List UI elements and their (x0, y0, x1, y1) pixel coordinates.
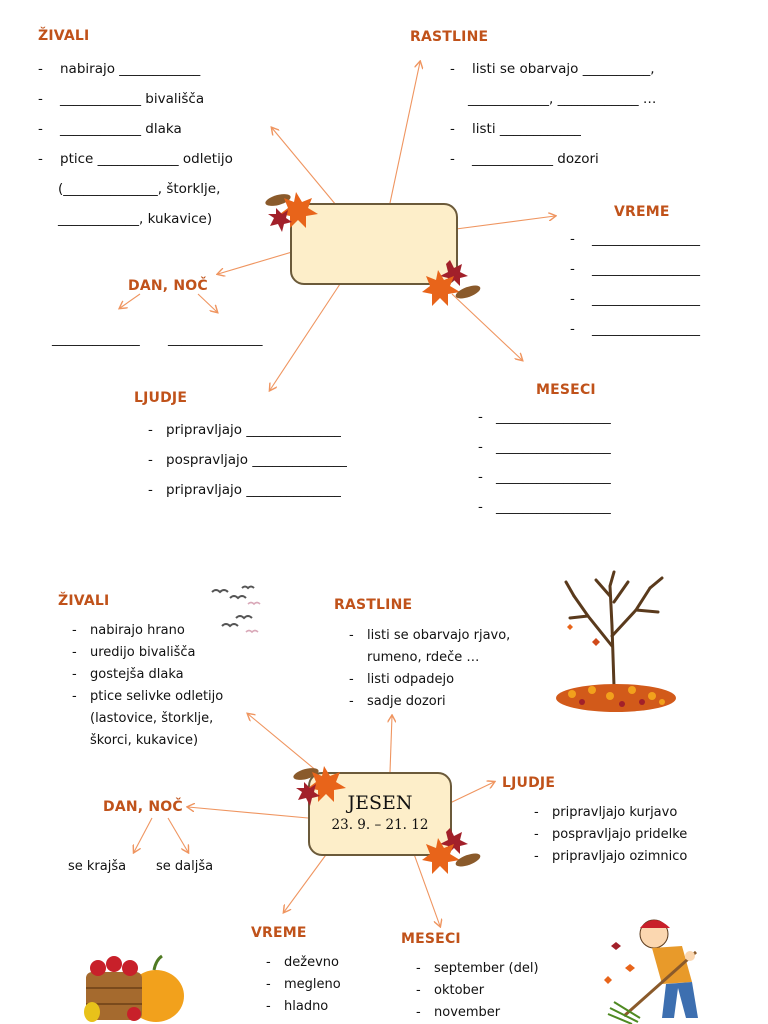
arrow-b-ljudje (450, 782, 494, 803)
top-zivali-heading: ŽIVALI (38, 28, 90, 44)
list-item-continuation: ____________, kukavice) (58, 211, 213, 227)
autumn-leaves-icon (290, 760, 350, 810)
list-item: - oktober (416, 983, 485, 998)
bottom-vreme-list (266, 952, 341, 1018)
list-item: - _________________ (478, 439, 611, 455)
bottom-meseci-list (416, 958, 539, 1024)
center-title: JESEN (347, 792, 413, 814)
list-item: - nabirajo ____________ (38, 61, 201, 77)
list-item: - ____________ bivališča (38, 91, 205, 107)
list-item-continuation: (lastovice, štorklje, (90, 711, 214, 726)
list-item: - ptice selivke odletijo (72, 689, 224, 704)
arrow-dan-left (120, 294, 140, 308)
list-item: - hladno (266, 999, 329, 1014)
birds-icon (208, 582, 264, 642)
autumn-tree-icon (552, 566, 682, 716)
top-meseci-list (478, 402, 611, 522)
top-vreme-heading: VREME (614, 204, 670, 220)
list-item: - september (del) (416, 961, 539, 976)
list-item: - megleno (266, 977, 341, 992)
harvest-basket-icon (76, 948, 188, 1024)
list-item: - pripravljajo ______________ (148, 422, 341, 438)
list-item: - _________________ (478, 469, 611, 485)
list-item-continuation: (______________, štorklje, (58, 181, 221, 197)
top-vreme-list (570, 224, 700, 344)
list-item-continuation: škorci, kukavice) (90, 733, 199, 748)
list-item: - ________________ (570, 261, 700, 277)
arrow-rastline (390, 62, 420, 203)
list-item: - ________________ (570, 321, 700, 337)
center-dates: 23. 9. – 21. 12 (331, 817, 429, 833)
list-item: - _________________ (478, 409, 611, 425)
list-item: - pripravljajo ozimnico (534, 849, 688, 864)
list-item: - sadje dozori (349, 694, 446, 709)
list-item: - pospravljajo ______________ (148, 452, 347, 468)
list-item: - deževno (266, 955, 339, 970)
autumn-leaves-icon (262, 186, 322, 236)
list-item-continuation: ____________, ____________ … (468, 91, 657, 107)
list-item: - pospravljajo pridelke (534, 827, 688, 842)
top-rastline-list (450, 54, 656, 174)
list-item: - uredijo bivališča (72, 645, 196, 660)
bottom-zivali-heading: ŽIVALI (58, 593, 110, 609)
list-item: - ____________ dlaka (38, 121, 182, 137)
top-dan-blank-1: _____________ (52, 331, 140, 347)
list-item-continuation: rumeno, rdeče … (367, 650, 480, 665)
top-zivali-list (38, 54, 233, 234)
top-dan-noc-heading: DAN, NOČ (128, 278, 208, 294)
arrow-vreme (456, 216, 555, 229)
night-longer-text: se daljša (156, 859, 214, 874)
arrow-b-rastline (390, 716, 392, 772)
list-item: - _________________ (478, 499, 611, 515)
list-item: - ptice ____________ odletijo (38, 151, 233, 167)
bottom-meseci-heading: MESECI (401, 931, 461, 947)
top-meseci-heading: MESECI (536, 382, 596, 398)
arrow-dan-right (198, 294, 217, 312)
top-rastline-heading: RASTLINE (410, 29, 489, 45)
list-item: - ________________ (570, 231, 700, 247)
bottom-ljudje-list (534, 802, 687, 868)
list-item: - november (416, 1005, 501, 1020)
list-item: - listi ____________ (450, 121, 581, 137)
person-raking-icon (596, 912, 756, 1024)
bottom-vreme-heading: VREME (251, 925, 307, 941)
arrow-b-dan-left (134, 818, 152, 852)
bottom-dan-noc-heading: DAN, NOČ (103, 799, 183, 815)
bottom-rastline-heading: RASTLINE (334, 597, 413, 613)
arrow-b-dan-right (168, 818, 188, 852)
bottom-zivali-list (72, 620, 223, 752)
list-item: - pripravljajo ______________ (148, 482, 341, 498)
bottom-ljudje-heading: LJUDJE (502, 775, 556, 791)
autumn-leaves-icon (420, 824, 484, 876)
top-dan-blank-2: ______________ (168, 331, 263, 347)
list-item: - nabirajo hrano (72, 623, 185, 638)
arrow-b-vreme (284, 852, 328, 912)
arrow-dan-noc (218, 252, 292, 274)
day-shorter-text: se krajša (68, 859, 127, 874)
list-item: - pripravljajo kurjavo (534, 805, 678, 820)
list-item: - ________________ (570, 291, 700, 307)
top-ljudje-list (148, 415, 347, 505)
bottom-rastline-list (349, 625, 510, 713)
list-item: - listi odpadejo (349, 672, 455, 687)
autumn-leaves-icon (420, 256, 484, 308)
list-item: - ____________ dozori (450, 151, 599, 167)
arrow-ljudje (270, 284, 340, 390)
list-item: - listi se obarvajo __________, (450, 61, 655, 77)
list-item: - listi se obarvajo rjavo, (349, 628, 511, 643)
top-ljudje-heading: LJUDJE (134, 390, 188, 406)
list-item: - gostejša dlaka (72, 667, 184, 682)
